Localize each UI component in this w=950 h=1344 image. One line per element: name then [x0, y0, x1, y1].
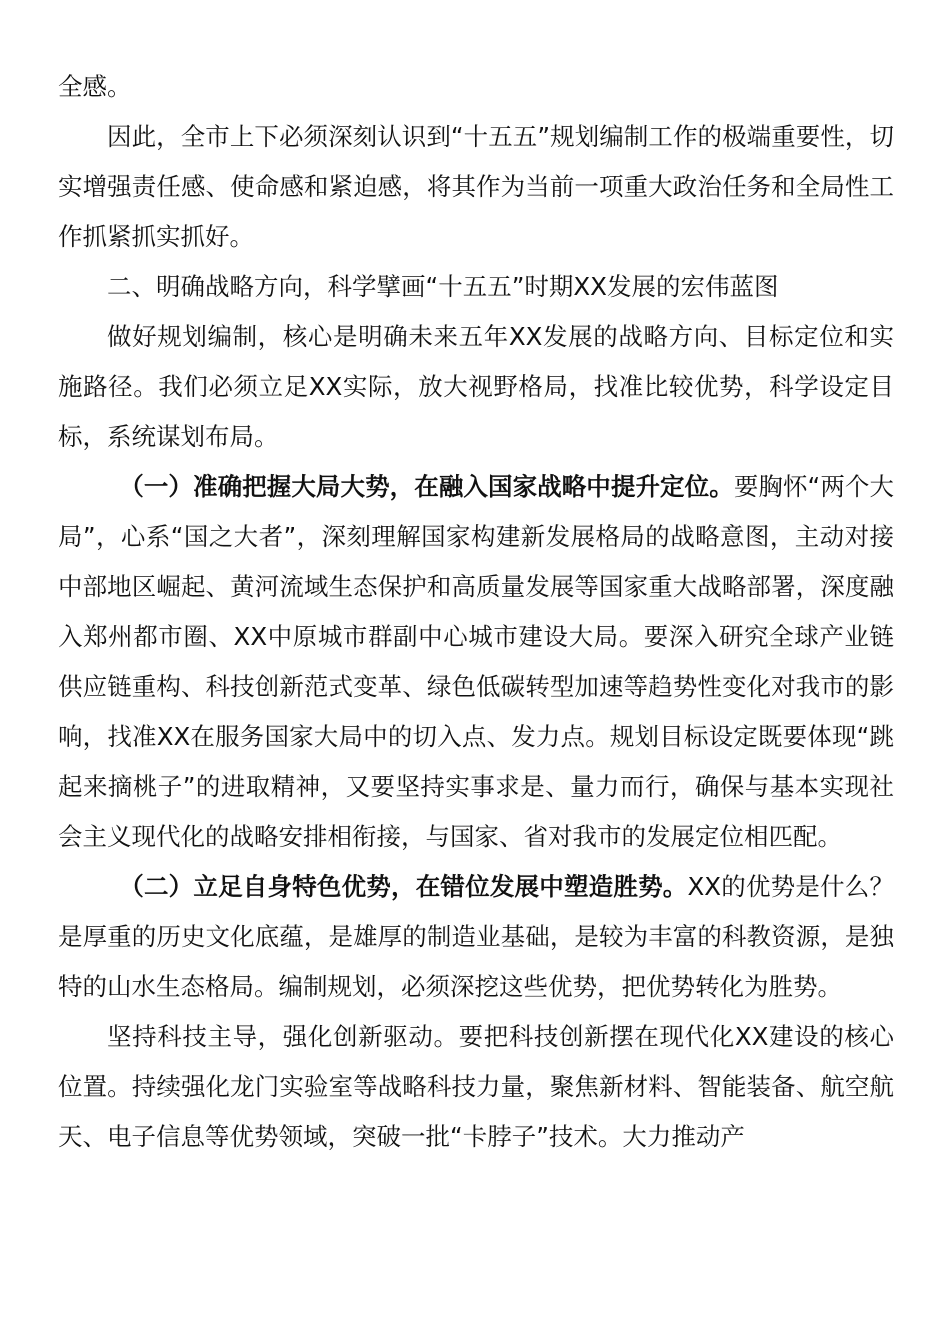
- paragraph-tech-innovation: 坚持科技主导，强化创新驱动。要把科技创新摆在现代化XX建设的核心位置。持续强化龙门实验室等战略科技力量，聚焦新材料、智能装备、航空航天、电子信息等优势领域，突破一批“卡脖子”技术。大力推动产: [58, 1022, 894, 1151]
- section-heading-two: 二、明确战略方向，科学擘画“十五五”时期XX发展的宏伟蓝图: [107, 272, 779, 301]
- paragraph-subsection-one: [58, 462, 894, 862]
- paragraph-core-direction: 做好规划编制，核心是明确未来五年XX发展的战略方向、目标定位和实施路径。我们必须立足XX实际，放大视野格局，找准比较优势，科学设定目标，系统谋划布局。: [58, 322, 894, 451]
- subsection-two-heading: （二）立足自身特色优势，在错位发展中塑造胜势。: [119, 872, 688, 901]
- subsection-one-heading: （一）准确把握大局大势，在融入国家战略中提升定位。: [119, 472, 734, 501]
- paragraph-continuation: 全感。: [58, 72, 132, 101]
- subsection-two-body: XX的优势是什么？是厚重的历史文化底蕴，是雄厚的制造业基础，是较为丰富的科教资源，是独特的山水生态格局。编制规划，必须深挖这些优势，把优势转化为胜势。: [58, 872, 894, 1001]
- document-page: [58, 62, 894, 1162]
- subsection-one-body: 要胸怀“两个大局”，心系“国之大者”，深刻理解国家构建新发展格局的战略意图，主动对接中部地区崛起、黄河流域生态保护和高质量发展等国家重大战略部署，深度融入郑州都市圈、XX中原城市群副中心城市建设大局。要深入研究全球产业链供应链重构、科技创新范式变革、绿色低碳转型加速等趋势性变化对我市的影响，找准XX在服务国家大局中的切入点、发力点。规划目标设定既要体现“跳起来摘桃子”的进取精神，又要坚持实事求是、量力而行，确保与基本实现社会主义现代化的战略安排相衔接，与国家、省对我市的发展定位相匹配。: [58, 472, 894, 851]
- paragraph-importance: 因此，全市上下必须深刻认识到“十五五”规划编制工作的极端重要性，切实增强责任感、使命感和紧迫感，将其作为当前一项重大政治任务和全局性工作抓紧抓实抓好。: [58, 122, 894, 251]
- paragraph-subsection-two: [58, 862, 894, 1012]
